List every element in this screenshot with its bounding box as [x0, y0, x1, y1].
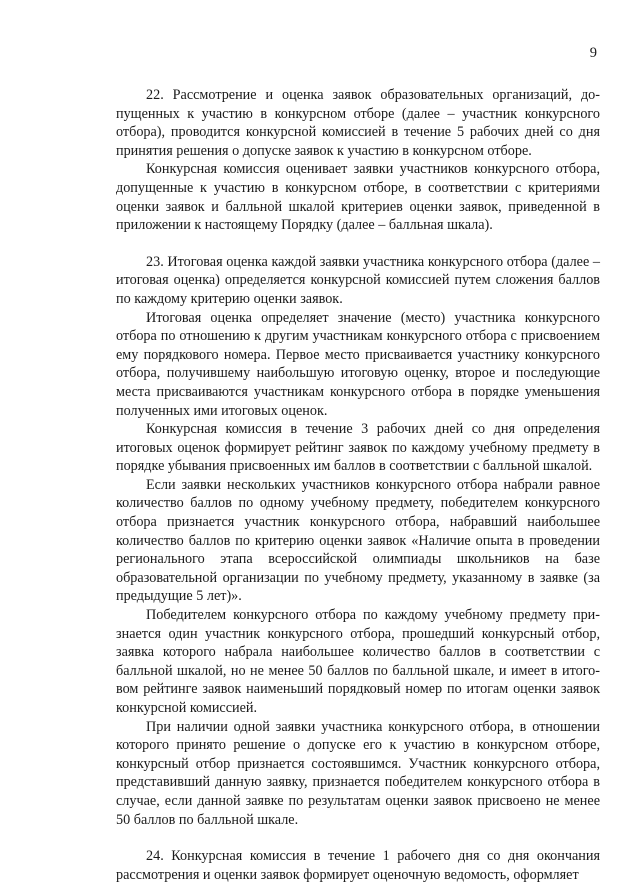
paragraph-22: 22. Рассмотрение и оценка заявок образовательных организаций, допущенных к участию в конкурсном отборе (далее – участник конкурсного отбора), проводится конкурсной комиссией в течение 5 рабочих дней со дня принятия решения о допуске заявок к участию в конкурсном отборе. [116, 87, 600, 159]
paragraph: Итоговая оценка определяет значение (место) участника конкурсного отбора по отношению к другим участникам конкурсного отбора с присвоением ему порядкового номера. Первое место присваивается участнику конкурсного отбора, получившему наибольшую итоговую оценку, второе и последующие места присваиваются участникам конкурсного отбора в порядке уменьшения полученных ими итоговых оценок. [116, 309, 600, 419]
paragraph: Если заявки нескольких участников конкурсного отбора набрали равное количество баллов по одному учебному предмету, победителем конкурсного отбора признается участник конкурсного отбора, набравший наибольшее количество баллов по критерию оценки заявок «Наличие опыта в проведении регионального этапа всероссийской олимпиады школьников на базе образовательной организации по учебному предмету, указанному в заявке (за предыдущие 5 лет)». [116, 476, 600, 605]
section-gap [116, 235, 600, 253]
paragraph: Победителем конкурсного отбора по каждому учебному предмету признается один участник конкурсного отбора, прошедший конкурсный отбор, заявка которого набрала наибольшее количество баллов в соответствии с балльной шкалой, но не менее 50 баллов по балльной шкале, и имеет в итоговом рейтинге заявок наименьший порядковый номер по итогам оценки заявок конкурсной комиссией. [116, 607, 600, 716]
paragraph: При наличии одной заявки участника конкурсного отбора, в отношении которого принято решение о допуске его к участию в конкурсном отборе, конкурсный отбор признается состоявшимся. Участник конкурсного отбора, представивший данную заявку, признается победителем конкурсного отбора в случае, если данной заявке по результатам оценки заявок присвоено не менее 50 баллов по балльной шкале. [116, 718, 600, 828]
document-body [116, 86, 600, 884]
page-number: 9 [589, 45, 597, 61]
paragraph: Конкурсная комиссия в течение 3 рабочих дней со дня определения итоговых оценок формирует рейтинг заявок по каждому учебному предмету в порядке убывания присвоенных им баллов в соответствии с балльной шкалой. [116, 421, 600, 475]
section-gap [116, 829, 600, 847]
paragraph-24: 24. Конкурсная комиссия в течение 1 рабочего дня со дня окончания рассмотрения и оценки заявок формирует оценочную ведомость, оформляет [116, 848, 600, 883]
paragraph: Конкурсная комиссия оценивает заявки участников конкурсного отбора, допущенные к участию в конкурсном отборе, в соответствии с критериями оценки заявок и балльной шкалой критериев оценки заявок, приведенной в приложении к настоящему Порядку (далее – балльная шкала). [116, 161, 600, 234]
paragraph-23: 23. Итоговая оценка каждой заявки участника конкурсного отбора (далее – итоговая оценка) определяется конкурсной комиссией путем сложения баллов по каждому критерию оценки заявок. [116, 253, 600, 307]
